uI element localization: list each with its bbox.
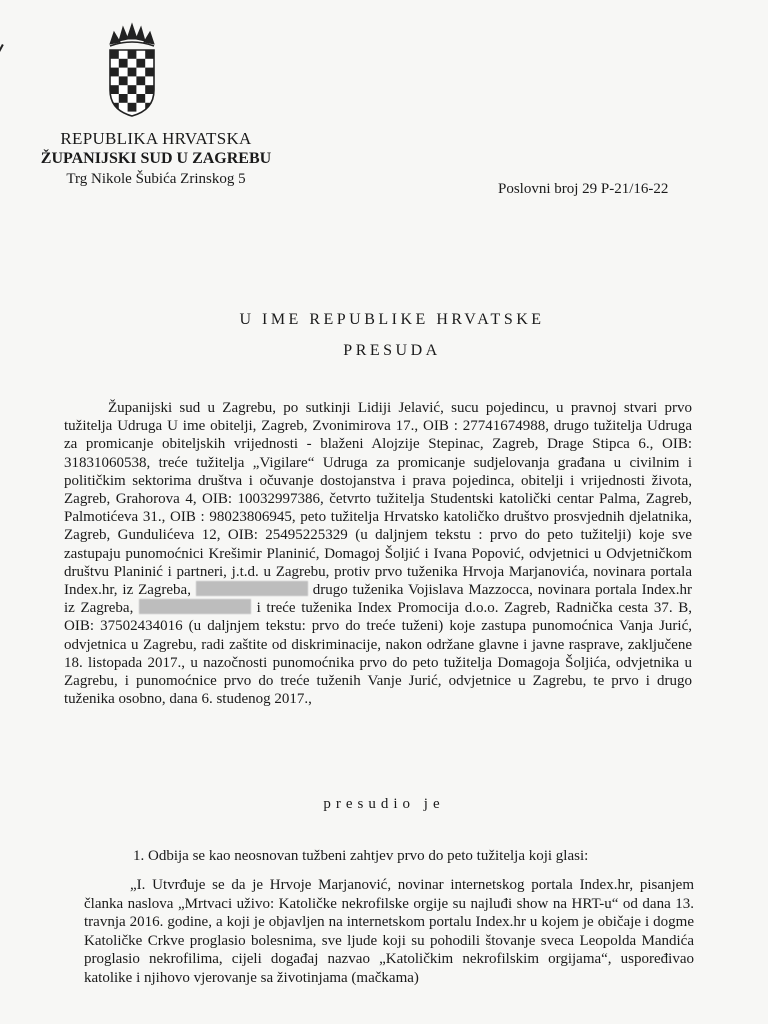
coat-check-square [145, 85, 154, 94]
coat-check-square [110, 50, 119, 59]
intro-paragraph [64, 399, 692, 708]
croatian-coat-of-arms-icon [106, 22, 158, 118]
coat-check-square [128, 85, 137, 94]
coat-check-square [110, 68, 119, 77]
pen-mark [0, 44, 4, 78]
coat-check-square [110, 85, 119, 94]
title-verdict: PRESUDA [343, 342, 441, 359]
redacted-block [139, 599, 251, 614]
coat-check-square [110, 103, 119, 112]
intro-text-part1: Županijski sud u Zagrebu, po sutkinji Lidiji Jelavić, sucu pojedincu, u pravnoj stvari prvo tužitelja Udruga U ime obitelji, Zagreb, Zvonimirova 17., OIB : 27741674988, drugo tužitelja Udruga za promicanje obiteljskih vrijednosti - blaženi Alojzije Stepinac, Zagreb, Drage Stipca 6., OIB: 31831060538, treće tužitelja „Vigilare“ Udruga za promicanje sudjelovanja građana u civilnim i političkim sektorima društva i očuvanje dostojanstva i prava pojedinca, obitelji i vrijednosti života, Zagreb, Grahorova 4, OIB: 10032997386, četvrto tužitelja Studentski katolički centar Palma, Zagreb, Palmotićeva 31., OIB : 98023806945, peto tužitelja Hrvatsko katoličko društvo prosvjednih djelatnika, Zagreb, Gundulićeva 12, OIB: 25495225329 (u daljnjem tekstu : prvo do peto tužitelji) koje sve zastupaju punomoćnici Krešimir Planinić, Domagoj Šoljić i Ivana Popović, odvjetnici u Odvjetničkom društvu Planinić i partneri, j.t.d. u Zagrebu, protiv prvo tuženika Hrvoja Marjanovića, novinara portala Index.hr, iz Zagreba, [64, 400, 692, 599]
coat-check-square [119, 59, 128, 68]
court-header [26, 129, 286, 189]
coat-check-square [145, 103, 154, 112]
header-address: Trg Nikole Šubića Zrinskog 5 [66, 171, 246, 187]
section-heading-presudio: presudio je [323, 796, 445, 812]
header-court-name: ŽUPANIJSKI SUD U ZAGREBU [40, 150, 272, 167]
intro-text-part3: i treće tuženika Index Promocija d.o.o. Zagreb, Radnička cesta 37. B, OIB: 37502434016 (u daljnjem tekstu: prvo do treće tuženi) koje zastupa punomoćnica Vanja Jurić, odvjetnica u Zagrebu, radi zaštite od diskriminacije, nakon održane glavne i javne rasprave, zaključene 18. listopada 2017., u nazočnosti punomoćnika prvo do peto tužitelja Domagoja Šoljića, odvjetnika u Zagrebu, i punomoćnice prvo do treće tuženih Vanje Jurić, odvjetnice u Zagrebu, te prvo i drugo tuženika osobno, dana 6. studenog 2017., [64, 600, 692, 708]
coat-check-square [136, 76, 145, 85]
header-republic: REPUBLIKA HRVATSKA [60, 129, 252, 148]
coat-check-square [128, 68, 137, 77]
coat-check-square [128, 50, 137, 59]
coat-check-square [136, 59, 145, 68]
coat-check-square [119, 94, 128, 103]
coat-check-square [136, 94, 145, 103]
coat-check-square [145, 50, 154, 59]
quoted-claim-text: „I. Utvrđuje se da je Hrvoje Marjanović, novinar internetskog portala Index.hr, pisanjem članka naslova „Mrtvaci uživo: Katoličke nekrofilske orgije su najluđi show na HRT-u“ od dana 13. travnja 2016. godine, a koji je objavljen na internetskom portalu Index.hr u kojem je običaje i dogme Katoličke Crkve proglasio bolesnima, sve ljude koji su pohodili štovanje sveca Leopolda Mandića proglasio nekrofilima, cijeli događaj nazvao „Katoličkim nekrofilskim orgijama“, uspoređivao katolike i njihovo vjerovanje sa životinjama (mačkama) [84, 877, 694, 986]
quoted-claim [84, 876, 694, 987]
coat-check-square [145, 68, 154, 77]
intro-text-part2: drugo tuženika Vojislava Mazzocca, novinara portala Index.hr iz Zagreba, [64, 582, 692, 617]
title-in-name-of-republic: U IME REPUBLIKE HRVATSKE [239, 311, 545, 328]
coat-check-square [128, 103, 137, 112]
redacted-block [196, 581, 308, 596]
coat-check-square [119, 76, 128, 85]
ruling-item-1: 1. Odbija se kao neosnovan tužbeni zahtjev prvo do peto tužitelja koji glasi: [133, 848, 589, 864]
case-number: Poslovni broj 29 P-21/16-22 [498, 181, 669, 197]
